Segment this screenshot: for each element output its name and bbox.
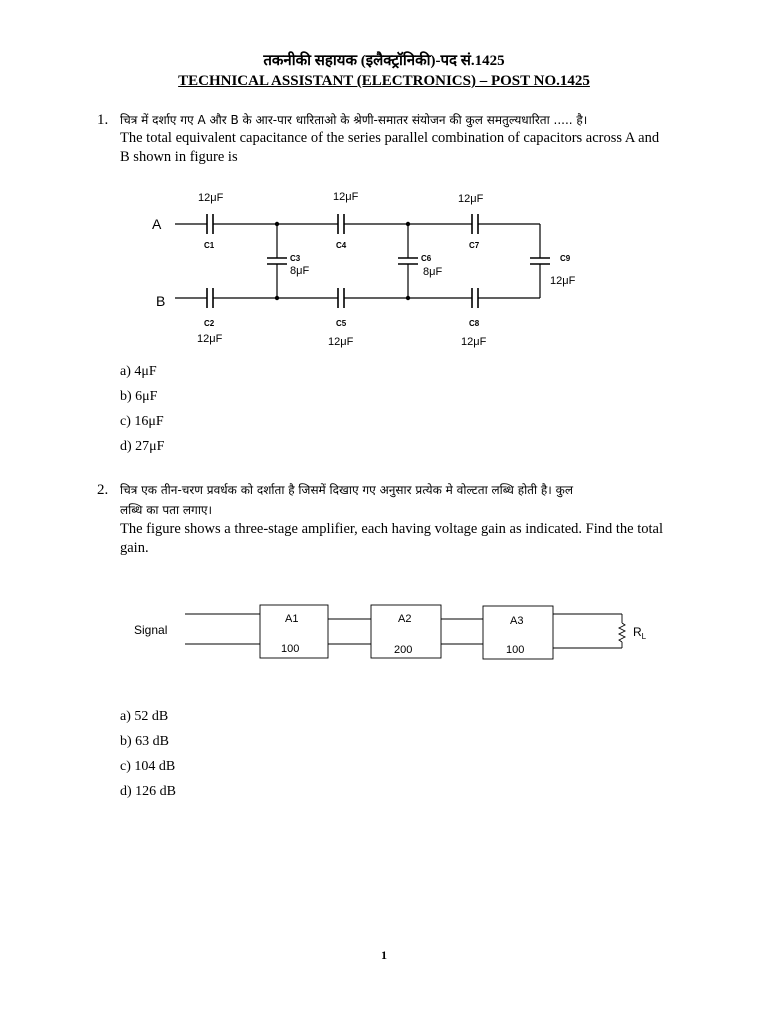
c4-name: C4 (336, 241, 347, 250)
c2-name: C2 (204, 319, 215, 328)
c6-name: C6 (421, 254, 432, 263)
stage-a2-gain: 200 (394, 644, 413, 656)
c6-value: 8μF (423, 266, 443, 278)
question-1-option-c: c) 16μF (120, 414, 164, 429)
question-1-text-english-line2: B shown in figure is (120, 149, 238, 165)
c8-name: C8 (469, 319, 480, 328)
question-1-option-b: b) 6μF (120, 389, 158, 404)
c9-name: C9 (560, 254, 571, 263)
c8-value: 12μF (461, 336, 487, 348)
question-2-option-c: c) 104 dB (120, 759, 176, 774)
c2-value: 12μF (197, 333, 223, 345)
stage-a1-gain: 100 (281, 643, 300, 655)
stage-a3-gain: 100 (506, 644, 525, 656)
c3-name: C3 (290, 254, 301, 263)
question-2-text-hindi-line1: चित्र एक तीन-चरण प्रवर्धक को दर्शाता है जिसमें दिखाए गए अनुसार प्रत्येक मे वोल्टता लब्धि होती है। कुल (120, 483, 574, 497)
node-b-label: B (156, 293, 166, 309)
question-2-option-b: b) 63 dB (120, 734, 169, 749)
c5-name: C5 (336, 319, 347, 328)
stage-a2-name: A2 (398, 613, 412, 625)
question-1-text-hindi: चित्र में दर्शाए गए A और B के आर-पार धारिताओ के श्रेणी-समातर संयोजन की कुल समतुल्यधारिता ..... है। (120, 113, 588, 127)
c7-value: 12μF (458, 193, 484, 205)
title-hindi: तकनीकी सहायक (इलैक्ट्रॉनिकी)-पद सं.1425 (263, 53, 505, 69)
stage-a1-name: A1 (285, 613, 299, 625)
question-2-text-english-line1: The figure shows a three-stage amplifier, each having voltage gain as indicated. Find the total (120, 521, 663, 537)
question-2-text-hindi-line2: लब्धि का पता लगाए। (120, 503, 213, 517)
c1-name: C1 (204, 241, 215, 250)
title-english: TECHNICAL ASSISTANT (ELECTRONICS) – POST NO.1425 (178, 73, 590, 89)
load-resistor-label: $R_L$ (633, 625, 647, 641)
question-2-text-english-line2: gain. (120, 540, 149, 556)
signal-label: Signal (134, 623, 168, 637)
stage-a3-name: A3 (510, 615, 524, 627)
c7-name: C7 (469, 241, 480, 250)
question-2-option-a: a) 52 dB (120, 709, 169, 724)
question-2-number: 2. (97, 482, 109, 498)
page-number: 1 (381, 948, 387, 962)
node-a-label: A (152, 216, 162, 232)
question-1-option-a: a) 4μF (120, 364, 157, 379)
question-1-option-d: d) 27μF (120, 439, 165, 454)
question-1-number: 1. (97, 112, 109, 128)
c5-value: 12μF (328, 336, 354, 348)
c4-value: 12μF (333, 191, 359, 203)
question-1-text-english-line1: The total equivalent capacitance of the series parallel combination of capacitors across A and (120, 130, 660, 146)
c3-value: 8μF (290, 265, 310, 277)
c1-value: 12μF (198, 192, 224, 204)
question-2-option-d: d) 126 dB (120, 784, 176, 799)
c9-value: 12μF (550, 275, 576, 287)
amplifier-figure (130, 598, 660, 668)
capacitor-network-figure (140, 185, 610, 355)
